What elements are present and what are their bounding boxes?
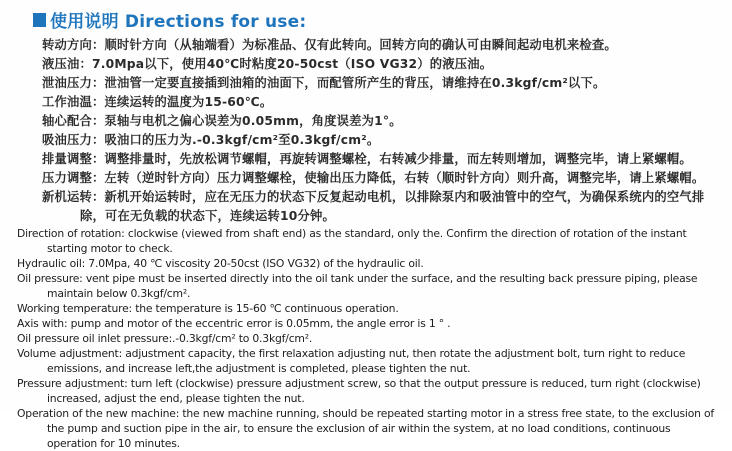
direction-line-en-rotation: Direction of rotation: clockwise (viewed from shaft end) as the standard, only the. Confirm the direction of rotation of the instant starting motor to check. bbox=[17, 227, 687, 255]
direction-line-zh-suction-pressure: 吸油压力：吸油口的压力为.-0.3kgf/cm²至0.3kgf/cm²。 bbox=[42, 133, 380, 147]
direction-line-en-inlet-pressure: Oil pressure oil inlet pressure:.-0.3kgf/cm² to 0.3kgf/cm². bbox=[17, 332, 313, 345]
direction-line-zh-working-temp: 工作油温：连续运转的温度为15-60℃。 bbox=[42, 95, 273, 109]
direction-line-en-working-temp: Working temperature: the temperature is 15-60 ℃ continuous operation. bbox=[17, 302, 399, 315]
direction-line-zh-volume-adjust: 排量调整：调整排量时，先放松调节螺帽，再旋转调整螺栓，右转减少排量，而左转则增加，调整完毕，请上紧螺帽。 bbox=[42, 152, 692, 166]
direction-line-zh-new-machine: 新机运转：新机开始运转时，应在无压力的状态下反复起动电机，以排除泵内和吸油管中的空气，为确保系统内的空气排除，可在无负载的状态下，连续运转10分钟。 bbox=[42, 190, 705, 223]
blue-square-bullet-icon bbox=[33, 13, 46, 27]
english-directions-section bbox=[17, 226, 721, 451]
direction-line-en-hydraulic-oil: Hydraulic oil: 7.0Mpa, 40 ℃ viscosity 20-50cst (ISO VG32) of the hydraulic oil. bbox=[17, 257, 424, 270]
chinese-directions-section bbox=[42, 36, 720, 226]
section-header bbox=[33, 7, 306, 32]
direction-line-en-axis-fit: Axis with: pump and motor of the eccentric error is 0.05mm, the angle error is 1 ° . bbox=[17, 317, 451, 330]
direction-line-en-new-machine: Operation of the new machine: the new machine running, should be repeated starting motor in a stress free state, to the exclusion of the pump and suction pipe in the air, to ensure the exclusion of air within the system, at no load conditions, continuous operation for 10 minutes. bbox=[17, 407, 714, 450]
direction-line-zh-hydraulic-oil: 液压油：7.0Mpa以下，使用40℃时粘度20-50cst（ISO VG32）的液压油。 bbox=[42, 57, 493, 71]
direction-line-en-volume-adjust: Volume adjustment: adjustment capacity, the first relaxation adjusting nut, then rotate the adjustment bolt, turn right to reduce emissions, and increase left,the adjustment is completed, please tighten the nut. bbox=[17, 347, 686, 375]
direction-line-zh-rotation: 转动方向：顺时针方向（从轴端看）为标准品、仅有此转向。回转方向的确认可由瞬间起动电机来检查。 bbox=[42, 38, 617, 52]
direction-line-en-pressure-adjust: Pressure adjustment: turn left (clockwise) pressure adjustment screw, so that the output pressure is reduced, turn right (clockwise) increased, adjust the end, please tighten the nut. bbox=[17, 377, 701, 405]
direction-line-zh-drain-pressure: 泄油压力：泄油管一定要直接插到油箱的油面下，而配管所产生的背压，请维持在0.3kgf/cm²以下。 bbox=[42, 76, 606, 90]
direction-line-en-oil-pressure: Oil pressure: vent pipe must be inserted directly into the oil tank under the surface, and the resulting back pressure piping, please maintain below 0.3kgf/cm². bbox=[17, 272, 698, 300]
direction-line-zh-axis-fit: 轴心配合：泵轴与电机之偏心误差为0.05mm，角度误差为1°。 bbox=[42, 114, 402, 128]
direction-line-zh-pressure-adjust: 压力调整：左转（逆时针方向）压力调整螺栓，使输出压力降低，右转（顺时针方向）则升高，调整完毕，请上紧螺帽。 bbox=[42, 171, 705, 185]
page-title: 使用说明 Directions for use: bbox=[50, 12, 307, 32]
